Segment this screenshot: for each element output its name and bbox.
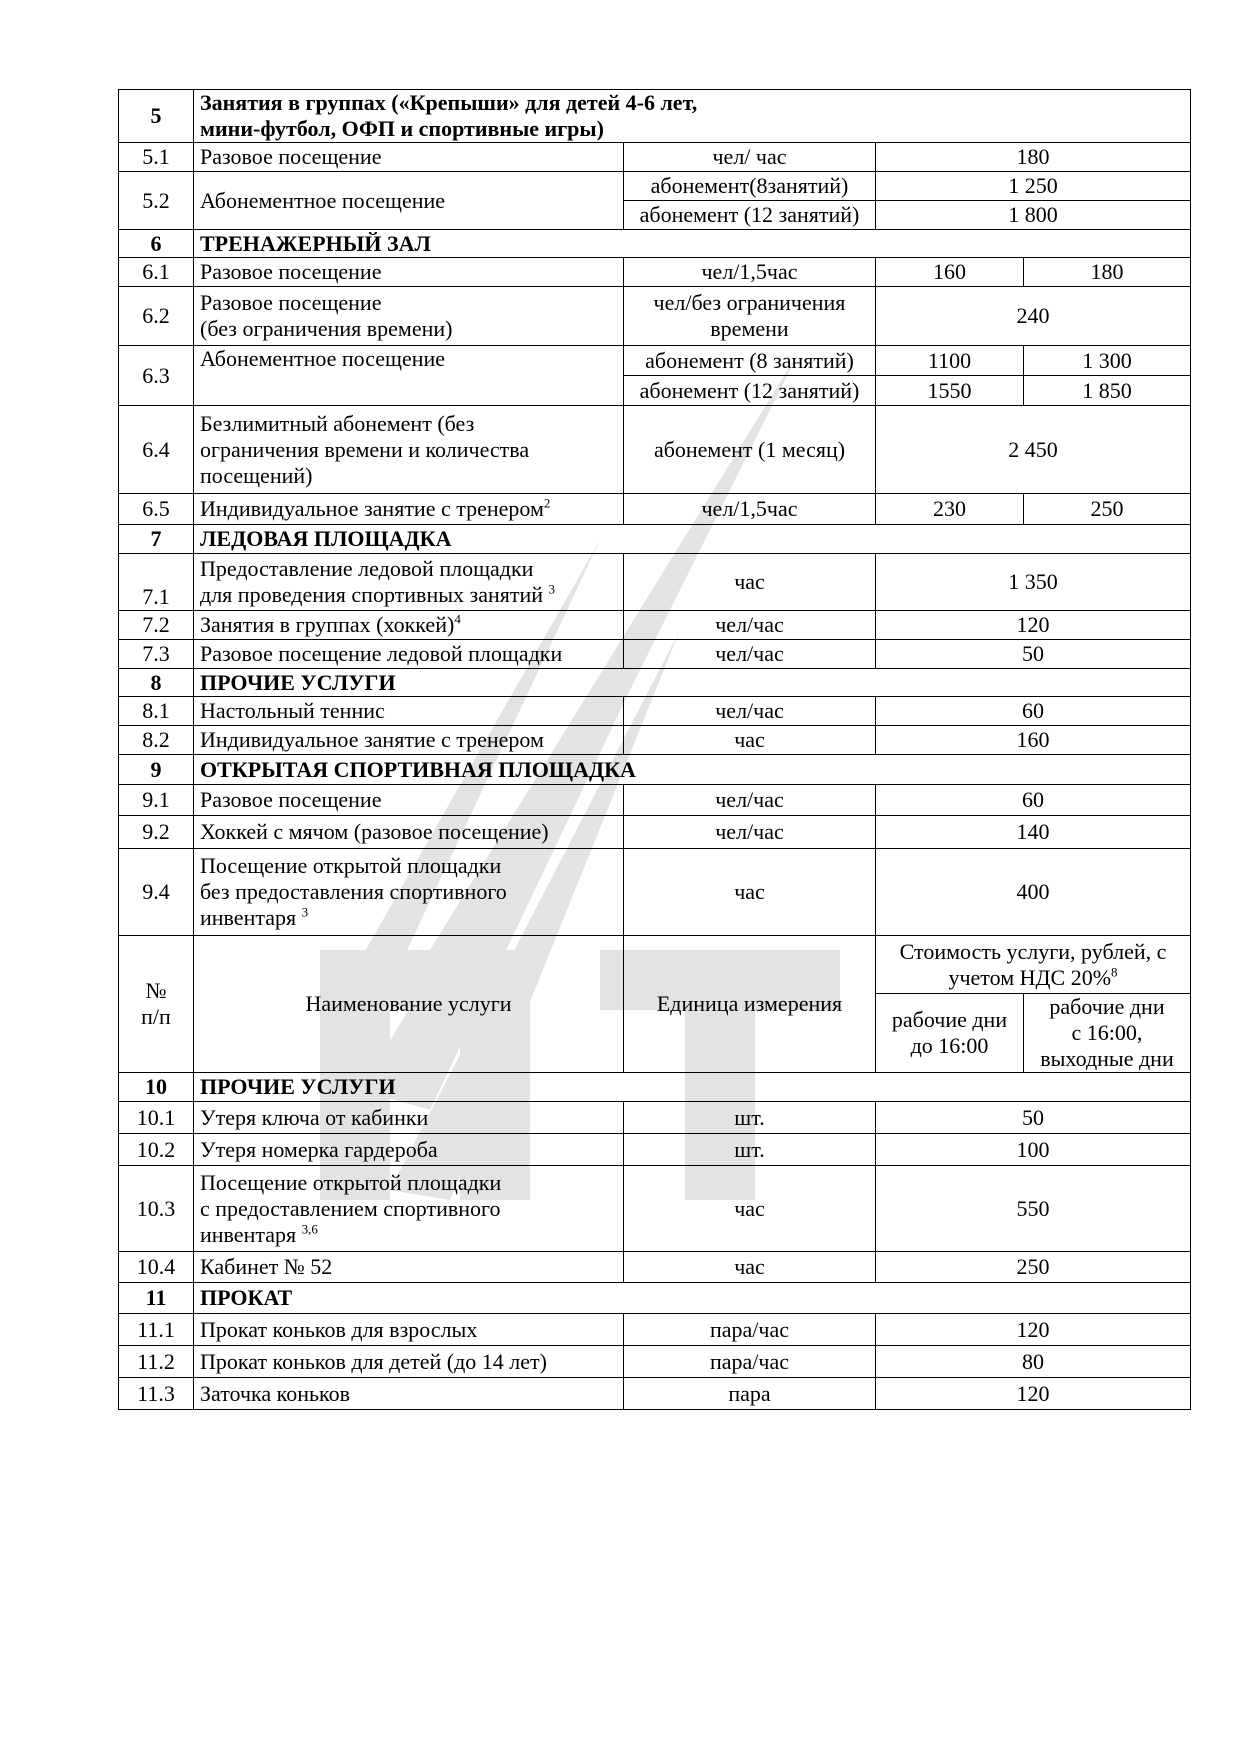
service-name: Разовое посещение ледовой площадки [194,640,624,669]
section-number: 10 [119,1073,194,1102]
row-number: 5.1 [119,143,194,172]
section-number: 7 [119,525,194,554]
price: 250 [876,1252,1191,1283]
price: 50 [876,1102,1191,1134]
price: 100 [876,1134,1191,1166]
section-title: ЛЕДОВАЯ ПЛОЩАДКА [194,525,1191,554]
table-row [119,346,1191,376]
service-name: Прокат коньков для детей (до 14 лет) [194,1346,624,1378]
unit: час [624,849,876,936]
table-row [119,640,1191,669]
table-row [119,611,1191,640]
section-number: 11 [119,1283,194,1314]
table-row [119,849,1191,936]
table-row [119,1314,1191,1346]
unit: абонемент (12 занятий) [624,201,876,230]
row-number: 9.4 [119,849,194,936]
service-name: Посещение открытой площадки с предоставлением спортивного инвентаря $^{3,6}$ [194,1166,624,1252]
row-number: 9.1 [119,785,194,816]
service-name: Абонементное посещение [194,172,624,230]
service-name: Кабинет № 52 [194,1252,624,1283]
unit: чел/1,5час [624,494,876,525]
table-row [119,1166,1191,1252]
section-title: Занятия в группах («Крепыши» для детей 4-6 лет, мини-футбол, ОФП и спортивные игры) [194,90,1191,143]
unit: шт. [624,1102,876,1134]
service-name: Индивидуальное занятие с тренером [194,726,624,755]
price-evening: 180 [1024,258,1191,287]
unit: абонемент (1 месяц) [624,406,876,494]
table-row [119,554,1191,611]
row-number: 10.4 [119,1252,194,1283]
table-row [119,258,1191,287]
price-evening: 1 300 [1024,346,1191,376]
service-name: Абонементное посещение [194,346,624,406]
service-name: Утеря ключа от кабинки [194,1102,624,1134]
footnote-marker: 4 [454,611,461,627]
section-number: 5 [119,90,194,143]
table-row [119,1134,1191,1166]
price: 80 [876,1346,1191,1378]
price-weekday: 160 [876,258,1024,287]
unit: час [624,726,876,755]
section-title: ПРОЧИЕ УСЛУГИ [194,669,1191,697]
section-number: 6 [119,230,194,258]
service-name: Разовое посещение [194,785,624,816]
row-number: 5.2 [119,172,194,230]
header-cost: Стоимость услуги, рублей, с учетом НДС 20%$^8$ [876,936,1191,994]
table-row [119,494,1191,525]
service-name: Занятия в группах (хоккей)$^4$ [194,611,624,640]
row-number: 8.2 [119,726,194,755]
section-number: 9 [119,755,194,785]
service-name: Индивидуальное занятие с тренером$^2$ [194,494,624,525]
header-number: № п/п [119,936,194,1073]
unit: час [624,1166,876,1252]
price-table [118,89,1191,1410]
service-name: Заточка коньков [194,1378,624,1410]
section-row-11 [119,1283,1191,1314]
row-number: 11.2 [119,1346,194,1378]
section-row-10 [119,1073,1191,1102]
price: 240 [876,287,1191,346]
price: 60 [876,697,1191,726]
section-row-5 [119,90,1191,143]
price: 1 250 [876,172,1191,201]
price: 120 [876,1378,1191,1410]
price: 160 [876,726,1191,755]
price-evening: 250 [1024,494,1191,525]
row-number: 11.3 [119,1378,194,1410]
service-name: Настольный теннис [194,697,624,726]
price-weekday: 1100 [876,346,1024,376]
unit: абонемент(8занятий) [624,172,876,201]
table-row [119,816,1191,849]
section-title: ТРЕНАЖЕРНЫЙ ЗАЛ [194,230,1191,258]
section-row-6 [119,230,1191,258]
table-row [119,1346,1191,1378]
price: 400 [876,849,1191,936]
row-number: 6.2 [119,287,194,346]
footnote-marker: 3 [301,904,309,920]
price-weekday: 230 [876,494,1024,525]
table-row [119,1378,1191,1410]
row-number: 10.2 [119,1134,194,1166]
price: 2 450 [876,406,1191,494]
header-weekday: рабочие дни до 16:00 [876,994,1024,1073]
table-row [119,406,1191,494]
unit: чел/1,5час [624,258,876,287]
row-number: 7.1 [119,554,194,611]
unit: чел/час [624,816,876,849]
table-row [119,697,1191,726]
section-row-9 [119,755,1191,785]
table-row [119,143,1191,172]
table-row [119,726,1191,755]
price: 140 [876,816,1191,849]
row-number: 10.3 [119,1166,194,1252]
service-name: Разовое посещение [194,143,624,172]
section-number: 8 [119,669,194,697]
price: 550 [876,1166,1191,1252]
table-row [119,1252,1191,1283]
header-evening-weekend: рабочие дни с 16:00, выходные дни [1024,994,1191,1073]
header-service-name: Наименование услуги [194,936,624,1073]
row-number: 6.4 [119,406,194,494]
row-number: 9.2 [119,816,194,849]
service-name: Предоставление ледовой площадки для проведения спортивных занятий $^3$ [194,554,624,611]
price: 120 [876,1314,1191,1346]
price: 50 [876,640,1191,669]
row-number: 6.3 [119,346,194,406]
unit: час [624,554,876,611]
price: 1 800 [876,201,1191,230]
unit: абонемент (12 занятий) [624,376,876,406]
unit: абонемент (8 занятий) [624,346,876,376]
row-number: 6.5 [119,494,194,525]
section-title: ОТКРЫТАЯ СПОРТИВНАЯ ПЛОЩАДКА [194,755,1191,785]
price: 1 350 [876,554,1191,611]
table-header-row [119,936,1191,994]
price: 60 [876,785,1191,816]
price-weekday: 1550 [876,376,1024,406]
unit: чел/без ограничения времени [624,287,876,346]
unit: чел/час [624,640,876,669]
unit: чел/час [624,697,876,726]
row-number: 11.1 [119,1314,194,1346]
price-evening: 1 850 [1024,376,1191,406]
service-name: Посещение открытой площадки без предоставления спортивного инвентаря $^3$ [194,849,624,936]
table-row [119,172,1191,201]
service-name: Хоккей с мячом (разовое посещение) [194,816,624,849]
row-number: 7.3 [119,640,194,669]
unit: шт. [624,1134,876,1166]
row-number: 8.1 [119,697,194,726]
service-name: Прокат коньков для взрослых [194,1314,624,1346]
table-row [119,1102,1191,1134]
section-row-8 [119,669,1191,697]
footnote-marker: 3,6 [301,1221,318,1237]
unit: чел/час [624,611,876,640]
table-row [119,785,1191,816]
unit: чел/час [624,785,876,816]
price: 180 [876,143,1191,172]
section-title: ПРОЧИЕ УСЛУГИ [194,1073,1191,1102]
service-name: Безлимитный абонемент (без ограничения времени и количества посещений) [194,406,624,494]
unit: пара [624,1378,876,1410]
footnote-marker: 3 [548,581,556,597]
footnote-marker: 2 [543,495,551,511]
unit: чел/ час [624,143,876,172]
service-name: Утеря номерка гардероба [194,1134,624,1166]
row-number: 10.1 [119,1102,194,1134]
table-row [119,287,1191,346]
row-number: 7.2 [119,611,194,640]
unit: час [624,1252,876,1283]
price: 120 [876,611,1191,640]
footnote-marker: 8 [1111,964,1118,980]
row-number: 6.1 [119,258,194,287]
section-row-7 [119,525,1191,554]
header-unit: Единица измерения [624,936,876,1073]
unit: пара/час [624,1314,876,1346]
service-name: Разовое посещение (без ограничения времени) [194,287,624,346]
service-name: Разовое посещение [194,258,624,287]
unit: пара/час [624,1346,876,1378]
section-title: ПРОКАТ [194,1283,1191,1314]
